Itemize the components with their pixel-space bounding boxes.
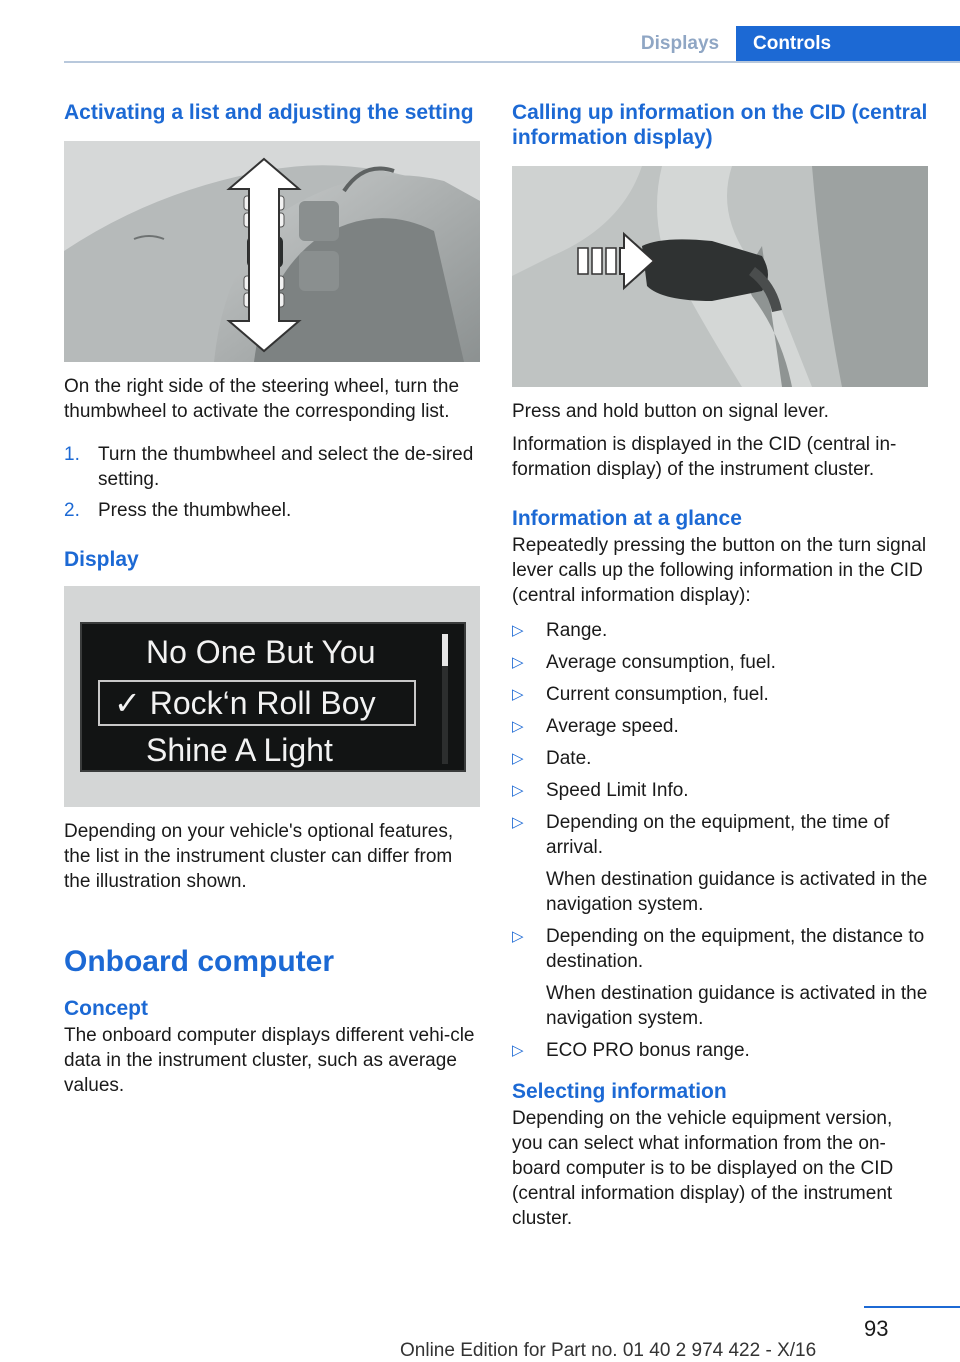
- heading-calling-cid: Calling up information on the CID (central information display): [512, 101, 928, 149]
- step-number: 2.: [64, 500, 80, 521]
- tab-displays[interactable]: Displays: [640, 33, 720, 54]
- list-item: [64, 498, 480, 523]
- triangle-bullet-icon: ▷: [512, 622, 524, 639]
- text-display-note: Depending on your vehicle's optional features, the list in the instrument cluster can differ from the illustration shown.: [64, 821, 454, 892]
- left-column: [64, 100, 480, 1098]
- bullet-text: Date.: [546, 748, 592, 769]
- triangle-bullet-icon: ▷: [512, 1042, 524, 1059]
- triangle-bullet-icon: ▷: [512, 686, 524, 703]
- signal-lever-illustration: [512, 166, 928, 387]
- heading-concept: Concept: [64, 997, 148, 1020]
- signal-lever-figure: [512, 166, 928, 387]
- footer-edition: Online Edition for Part no. 01 40 2 974 422 - X/16: [400, 1340, 817, 1361]
- list-item: [512, 924, 928, 1031]
- display-list-item: Shine A Light: [146, 732, 333, 768]
- bullet-text: Speed Limit Info.: [546, 780, 689, 801]
- list-item: [512, 778, 928, 803]
- steering-wheel-illustration: [64, 141, 480, 362]
- right-column: [512, 100, 928, 1231]
- selected-item-label: ✓ Rock‘n Roll Boy: [114, 685, 376, 721]
- heading-display: Display: [64, 548, 139, 571]
- triangle-bullet-icon: ▷: [512, 782, 524, 799]
- text-info-displayed: Information is displayed in the CID (central in-formation display) of the instrument cluster.: [512, 434, 897, 480]
- heading-info-glance: Information at a glance: [512, 507, 742, 530]
- text-press-hold: Press and hold button on signal lever.: [512, 401, 829, 422]
- bullet-subtext: When destination guidance is activated in the navigation system.: [546, 983, 928, 1029]
- footer-rule: [864, 1306, 960, 1308]
- triangle-bullet-icon: ▷: [512, 654, 524, 671]
- heading-selecting-info: Selecting information: [512, 1080, 727, 1103]
- cluster-screen: [80, 622, 466, 772]
- text-activating-list: On the right side of the steering wheel, turn the thumbwheel to activate the corresponding list.: [64, 376, 460, 422]
- bullet-text: Range.: [546, 620, 608, 641]
- bullet-text: Depending on the equipment, the time of arrival.: [546, 812, 890, 858]
- text-selecting-info: Depending on the vehicle equipment version, you can select what information from the on-board computer is to be displayed on the CID (central information display) of the instrument cluster.: [512, 1108, 894, 1229]
- bullet-text: Average consumption, fuel.: [546, 652, 776, 673]
- scrollbar-thumb: [442, 634, 448, 666]
- cluster-display-figure: [64, 586, 480, 807]
- display-list-item-selected: [98, 680, 416, 726]
- bullet-text: Depending on the equipment, the distance to destination.: [546, 926, 925, 972]
- tab-controls[interactable]: Controls: [736, 26, 960, 61]
- text-repeatedly-pressing: Repeatedly pressing the button on the turn signal lever calls up the following information in the CID (central information display):: [512, 535, 927, 606]
- list-item: [64, 442, 480, 492]
- bullet-subtext: When destination guidance is activated in the navigation system.: [546, 869, 928, 915]
- list-item: [512, 810, 928, 917]
- step-text: Turn the thumbwheel and select the de-sired setting.: [98, 444, 474, 490]
- step-text: Press the thumbwheel.: [98, 500, 292, 521]
- triangle-bullet-icon: ▷: [512, 928, 524, 945]
- bullet-text: Average speed.: [546, 716, 679, 737]
- heading-onboard-computer: Onboard computer: [64, 945, 335, 978]
- bullet-text: ECO PRO bonus range.: [546, 1040, 750, 1061]
- display-list-item: No One But You: [146, 634, 376, 670]
- bullet-text: Current consumption, fuel.: [546, 684, 769, 705]
- steps-list: [64, 442, 480, 523]
- text-concept: The onboard computer displays different vehi-cle data in the instrument cluster, such as average values.: [64, 1025, 475, 1096]
- list-item: [512, 746, 928, 771]
- list-item: [512, 650, 928, 675]
- header-rule: [64, 61, 960, 63]
- list-item: [512, 618, 928, 643]
- step-number: 1.: [64, 444, 80, 465]
- steering-wheel-figure: [64, 141, 480, 362]
- list-item: [512, 1038, 928, 1063]
- heading-activating-list: Activating a list and adjusting the setting: [64, 101, 474, 124]
- triangle-bullet-icon: ▷: [512, 718, 524, 735]
- page-number: 93: [864, 1316, 889, 1341]
- info-bullet-list: [512, 618, 928, 1063]
- triangle-bullet-icon: ▷: [512, 814, 524, 831]
- triangle-bullet-icon: ▷: [512, 750, 524, 767]
- list-item: [512, 682, 928, 707]
- list-item: [512, 714, 928, 739]
- display-scrollbar: [442, 634, 448, 764]
